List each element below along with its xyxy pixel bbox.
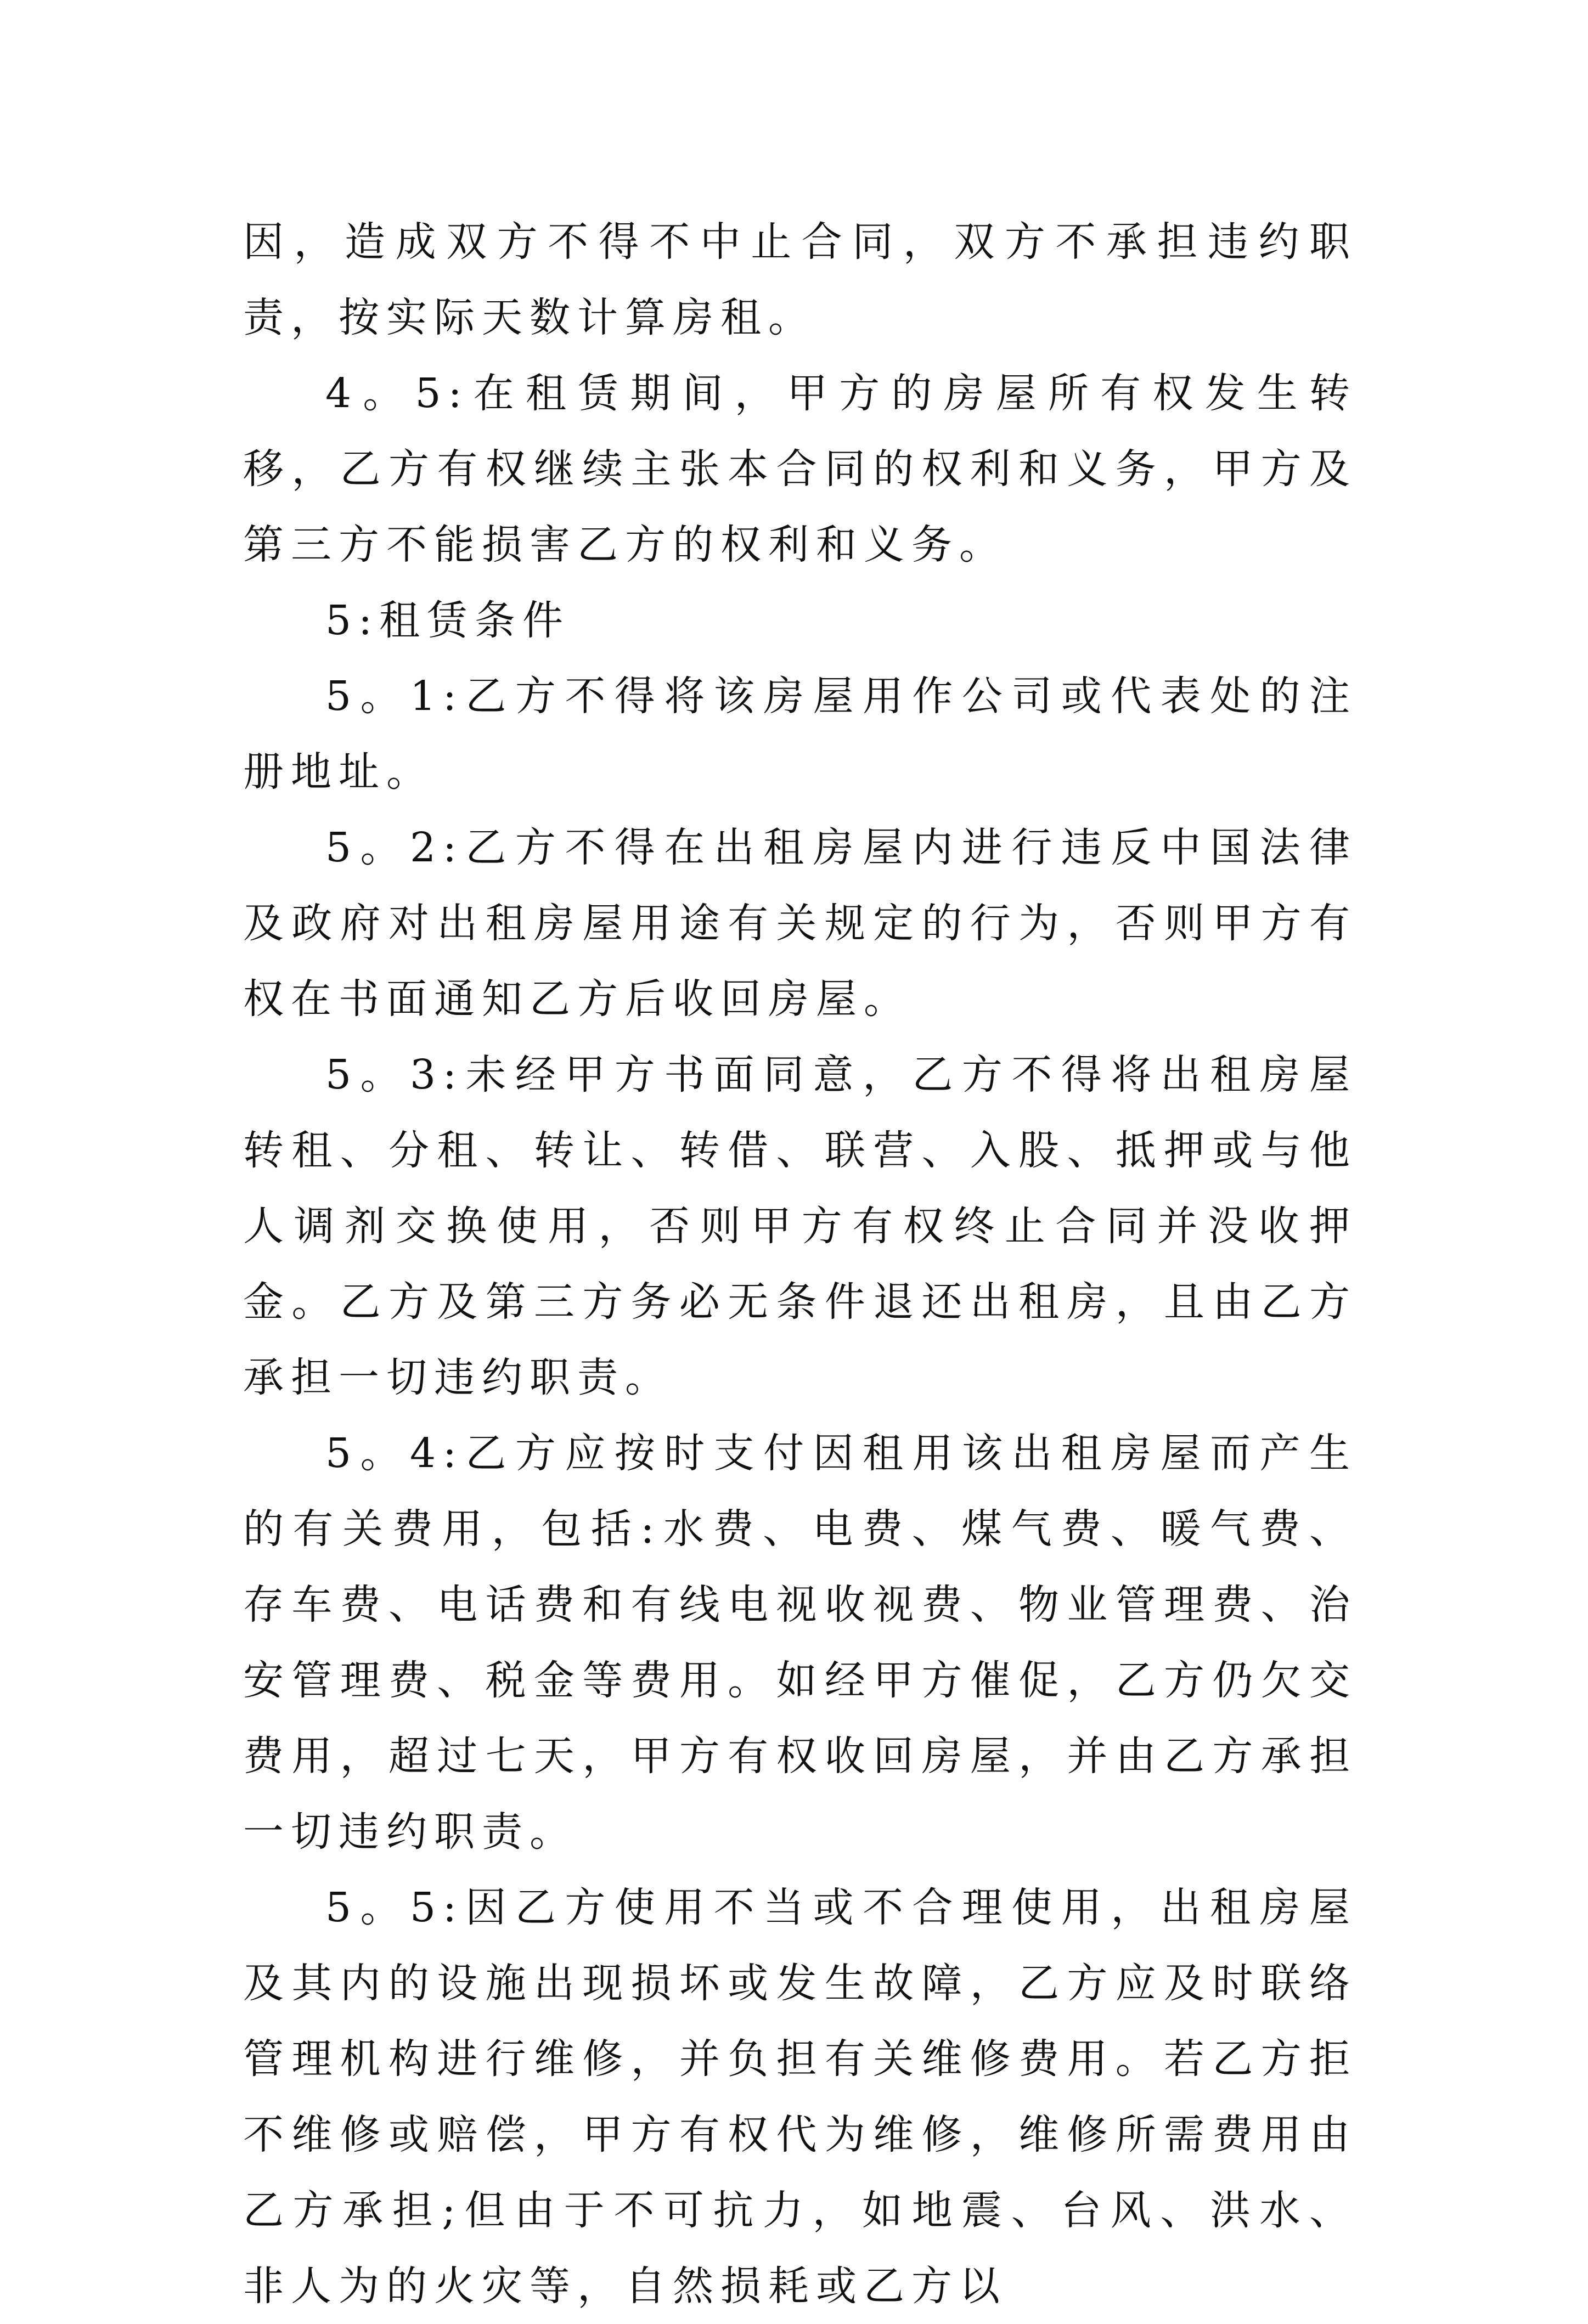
paragraph: 因，造成双方不得不中止合同，双方不承担违约职责，按实际天数计算房租。 [243, 218, 1357, 341]
paragraph: 5。3:未经甲方书面同意，乙方不得将出租房屋转租、分租、转让、转借、联营、入股、抵押或与他人调剂交换使用，否则甲方有权终止合同并没收押金。乙方及第三方务必无条件退还出租房，且由乙方承担一切违约职责。 [243, 1051, 1357, 1401]
paragraph: 5。5:因乙方使用不当或不合理使用，出租房屋及其内的设施出现损坏或发生故障，乙方应及时联络管理机构进行维修，并负担有关维修费用。若乙方拒不维修或赔偿，甲方有权代为维修，维修所需费用由乙方承担;但由于不可抗力，如地震、台风、洪水、非人为的火灾等，自然损耗或乙方以 [243, 1884, 1357, 2310]
document-body [243, 204, 1357, 2324]
paragraph: 5。2:乙方不得在出租房屋内进行违反中国法律及政府对出租房屋用途有关规定的行为，否则甲方有权在书面通知乙方后收回房屋。 [243, 824, 1357, 1023]
paragraph: 4。5:在租赁期间，甲方的房屋所有权发生转移，乙方有权继续主张本合同的权利和义务，甲方及第三方不能损害乙方的权利和义务。 [243, 370, 1357, 568]
section-heading: 5:租赁条件 [325, 597, 571, 644]
paragraph: 5。1:乙方不得将该房屋用作公司或代表处的注册地址。 [243, 673, 1357, 796]
paragraph: 5。4:乙方应按时支付因租用该出租房屋而产生的有关费用，包括:水费、电费、煤气费、暖气费、存车费、电话费和有线电视收视费、物业管理费、治安管理费、税金等费用。如经甲方催促，乙方仍欠交费用，超过七天，甲方有权收回房屋，并由乙方承担一切违约职责。 [243, 1430, 1357, 1855]
